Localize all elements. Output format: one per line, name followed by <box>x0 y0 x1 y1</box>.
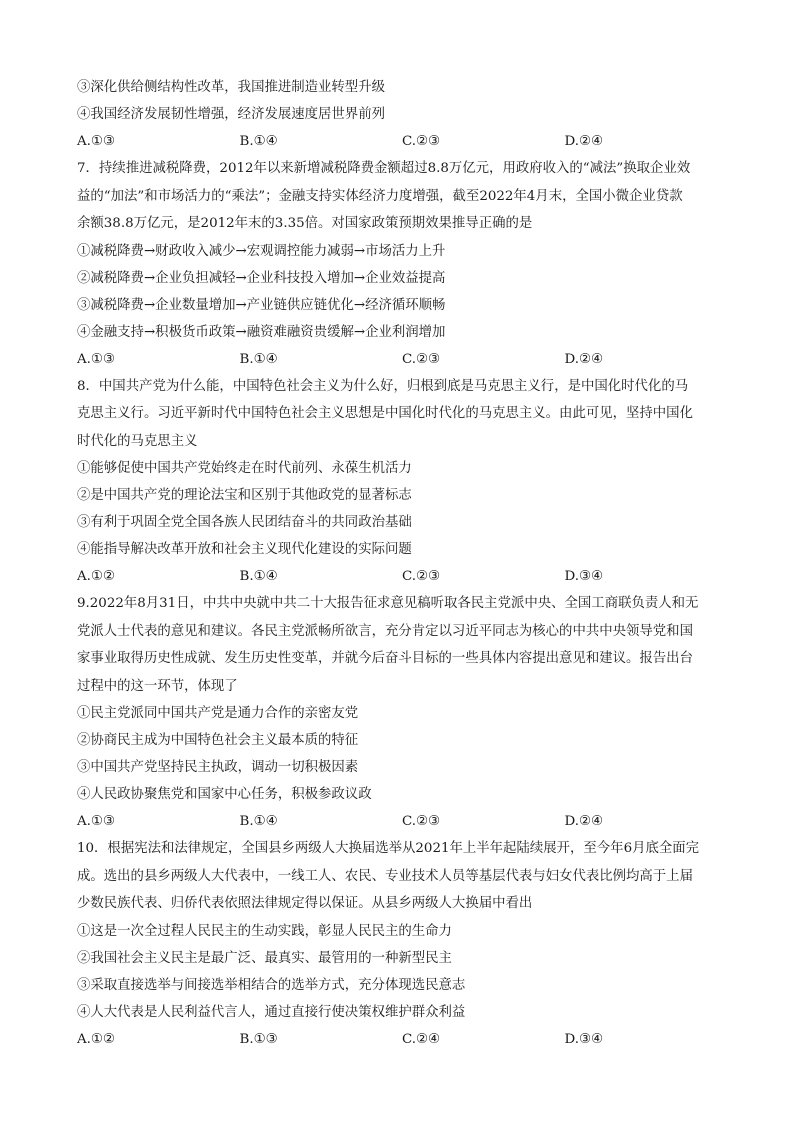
choice-d[interactable]: D.②④ <box>564 814 604 829</box>
answer-item-2: ②我国社会主义民主是最广泛、最真实、最管用的一种新型民主 <box>77 950 452 966</box>
question-stem-line: 少数民族代表、归侨代表依照法律规定得以保证。从县乡两级人大换届中看出 <box>77 896 533 911</box>
choice-a[interactable]: A.①③ <box>77 814 115 829</box>
choice-c[interactable]: C.②③ <box>402 134 441 149</box>
exam-page <box>77 74 727 1053</box>
answer-item-3: ③有利于巩固全党全国各族人民团结奋斗的共同政治基础 <box>77 515 412 530</box>
choice-b[interactable]: B.①④ <box>239 351 278 367</box>
question-stem-line: 余额38.8万亿元，是2012年末的3.35倍。对国家政策预期效果推导正确的是 <box>77 216 533 231</box>
question-stem-line: 党派人士代表的意见和建议。各民主党派畅所欲言，充分肯定以习近平同志为核心的中共中央领导党和国 <box>77 623 693 639</box>
answer-item-2: ②减税降费→企业负担减轻→企业科技投入增加→企业效益提高 <box>77 270 446 286</box>
answer-item-2: ②协商民主成为中国特色社会主义最本质的特征 <box>77 733 359 748</box>
question-8 <box>77 373 727 591</box>
choice-row <box>77 563 727 590</box>
choice-row <box>77 1026 727 1053</box>
question-10 <box>77 835 727 1053</box>
answer-item-4: ④金融支持→积极货币政策→融资难融资贵缓解→企业利润增加 <box>77 324 446 340</box>
choice-b[interactable]: B.①④ <box>239 569 278 584</box>
choice-a[interactable]: A.①③ <box>77 351 115 367</box>
choice-b[interactable]: B.①④ <box>239 814 278 829</box>
question-stem-line: 时代化的马克思主义 <box>77 433 198 449</box>
question-stem-line: 家事业取得历史性成就、发生历史性变革，并就今后奋斗目标的一些具体内容提出意见和建议。报告出台 <box>77 651 693 666</box>
answer-item-4: ④人民政协聚焦党和国家中心任务，积极参政议政 <box>77 787 372 802</box>
answer-item-4: ④人大代表是人民利益代言人，通过直接行使决策权维护群众利益 <box>77 1004 466 1020</box>
answer-item-1: ①能够促使中国共产党始终走在时代前列、永葆生机活力 <box>77 461 412 476</box>
choice-c[interactable]: C.②③ <box>402 814 441 829</box>
choice-row <box>77 808 727 835</box>
choice-row <box>77 128 727 155</box>
answer-item-2: ②是中国共产党的理论法宝和区别于其他政党的显著标志 <box>77 488 412 503</box>
choice-a[interactable]: A.①③ <box>77 134 115 149</box>
choice-d[interactable]: D.②④ <box>564 134 604 149</box>
answer-item-3: ③减税降费→企业数量增加→产业链供应链优化→经济循环顺畅 <box>77 297 446 313</box>
choice-d[interactable]: D.③④ <box>564 1031 604 1047</box>
choice-c[interactable]: C.②④ <box>402 1031 441 1047</box>
question-7 <box>77 155 727 373</box>
answer-item-4: ④我国经济发展韧性增强，经济发展速度居世界前列 <box>77 107 385 122</box>
choice-a[interactable]: A.①② <box>77 1031 115 1047</box>
choice-d[interactable]: D.②④ <box>564 351 604 367</box>
answer-item-1: ①民主党派同中国共产党是通力合作的亲密友党 <box>77 706 359 721</box>
question-stem-line: 10．根据宪法和法律规定，全国县乡两级人大换届选举从2021年上半年起陆续展开，至今年6月底全面完 <box>77 841 700 856</box>
choice-b[interactable]: B.①③ <box>239 1031 278 1047</box>
question-stem-line: 益的“加法”和市场活力的“乘法”；金融支持实体经济力度增强，截至2022年4月末，全国小微企业贷款 <box>77 188 683 204</box>
question-stem-line: 9.2022年8月31日，中共中央就中共二十大报告征求意见稿听取各民主党派中央、全国工商联负责人和无 <box>77 596 699 611</box>
answer-item-1: ①减税降费→财政收入减少→宏观调控能力减弱→市场活力上升 <box>77 243 446 259</box>
answer-item-3: ③深化供给侧结构性改革，我国推进制造业转型升级 <box>77 80 385 95</box>
answer-item-3: ③中国共产党坚持民主执政，调动一切积极因素 <box>77 760 359 775</box>
choice-c[interactable]: C.②③ <box>402 351 441 367</box>
choice-c[interactable]: C.②③ <box>402 569 441 584</box>
question-stem-line: 过程中的这一环节，体现了 <box>77 678 238 694</box>
answer-item-1: ①这是一次全过程人民民主的生动实践，彰显人民民主的生命力 <box>77 923 452 939</box>
question-stem-line: 7．持续推进减税降费，2012年以来新增减税降费金额超过8.8万亿元，用政府收入的“减法”换取企业效 <box>77 161 691 176</box>
answer-item-4: ④能指导解决改革开放和社会主义现代化建设的实际问题 <box>77 542 412 557</box>
choice-b[interactable]: B.①④ <box>239 134 278 149</box>
question-stem-line: 成。选出的县乡两级人大代表中，一线工人、农民、专业技术人员等基层代表与妇女代表比例均高于上届 <box>77 868 693 884</box>
question-stem-line: 克思主义行。习近平新时代中国特色社会主义思想是中国化时代化的马克思主义。由此可见，坚持中国化 <box>77 406 693 421</box>
choice-a[interactable]: A.①② <box>77 569 115 584</box>
question-6-continued <box>77 74 727 155</box>
question-9 <box>77 590 727 835</box>
choice-row <box>77 346 727 373</box>
question-stem-line: 8．中国共产党为什么能，中国特色社会主义为什么好，归根到底是马克思主义行，是中国化时代化的马 <box>77 378 689 394</box>
answer-item-3: ③采取直接选举与间接选举相结合的选举方式，充分体现选民意志 <box>77 977 466 993</box>
choice-d[interactable]: D.③④ <box>564 569 604 584</box>
